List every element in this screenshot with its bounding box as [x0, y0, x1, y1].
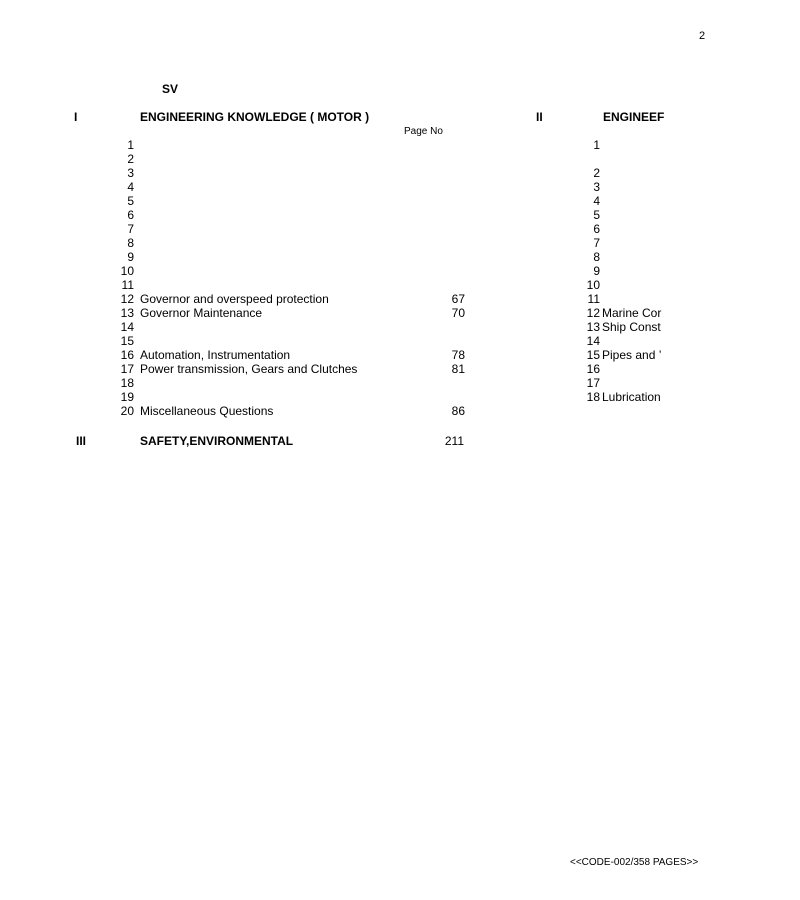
- toc-row: [110, 362, 470, 376]
- toc-row: [110, 306, 470, 320]
- toc-row-page: 67: [451, 292, 465, 306]
- toc-row: [110, 250, 470, 264]
- toc-row-page: 81: [451, 362, 465, 376]
- toc-row-page: 70: [451, 306, 465, 320]
- toc-row: [110, 278, 470, 292]
- toc-row: [110, 152, 470, 166]
- toc-row: [110, 264, 470, 278]
- toc-row-number: 13: [120, 306, 134, 320]
- toc-row-number: 9: [127, 250, 134, 264]
- toc-row-title: Automation, Instrumentation: [140, 348, 291, 362]
- toc-row-number: 6: [593, 222, 600, 236]
- toc-row-number: 14: [120, 320, 134, 334]
- toc-row: [580, 278, 666, 292]
- toc-row-number: 4: [127, 180, 134, 194]
- toc-row: [580, 180, 666, 194]
- toc-row-number: 15: [586, 348, 600, 362]
- toc-row-number: 16: [586, 362, 600, 376]
- page-number: 2: [699, 30, 706, 42]
- toc-row: [580, 138, 666, 152]
- toc-row: [110, 390, 470, 404]
- toc-row-number: 12: [120, 292, 134, 306]
- toc-row: [110, 404, 470, 418]
- toc-row-number: 11: [587, 292, 600, 306]
- toc-row-number: 3: [127, 166, 134, 180]
- toc-row: [580, 264, 666, 278]
- section-1-title: ENGINEERING KNOWLEDGE ( MOTOR ): [140, 110, 370, 124]
- toc-row-number: 17: [586, 376, 600, 390]
- toc-row: [580, 320, 666, 334]
- toc-row: [580, 222, 666, 236]
- toc-row-number: 7: [593, 236, 600, 250]
- toc-row: [580, 208, 666, 222]
- toc-row-number: 17: [120, 362, 134, 376]
- toc-row-number: 18: [586, 390, 600, 404]
- toc-row: [110, 166, 470, 180]
- toc-row-number: 2: [593, 166, 600, 180]
- toc-row-number: 8: [127, 236, 134, 250]
- toc-row-number: 14: [586, 334, 600, 348]
- toc-row: [580, 306, 666, 320]
- section-3-numeral: III: [76, 434, 87, 448]
- toc-row-title: Ship Const: [602, 320, 661, 334]
- toc-row-title: Miscellaneous Questions: [140, 404, 274, 418]
- toc-row: [580, 390, 666, 404]
- toc-row: [580, 348, 666, 362]
- toc-row: [110, 180, 470, 194]
- toc-row-title: Governor Maintenance: [140, 306, 263, 320]
- header-code: SV: [162, 82, 179, 96]
- toc-row-number: 19: [120, 390, 134, 404]
- toc-row: [110, 194, 470, 208]
- toc-row: [580, 194, 666, 208]
- toc-row-number: 9: [593, 264, 600, 278]
- toc-row: [110, 208, 470, 222]
- toc-row: [110, 334, 470, 348]
- toc-row: [580, 334, 666, 348]
- toc-row: [110, 348, 470, 362]
- toc-row: [580, 250, 666, 264]
- toc-row-number: 2: [127, 152, 134, 166]
- toc-row-number: 10: [586, 278, 600, 292]
- section-2-numeral: II: [536, 110, 543, 124]
- section-2-list: [580, 138, 666, 458]
- toc-row: [110, 222, 470, 236]
- toc-row-number: 11: [121, 278, 134, 292]
- toc-row-number: 5: [593, 208, 600, 222]
- toc-row-title: Governor and overspeed protection: [140, 292, 329, 306]
- toc-row: [580, 292, 666, 306]
- toc-row-number: 10: [120, 264, 134, 278]
- toc-row-number: 8: [593, 250, 600, 264]
- toc-row-number: 5: [127, 194, 134, 208]
- toc-row: [580, 376, 666, 390]
- section-3-title: SAFETY,ENVIRONMENTAL: [140, 434, 294, 448]
- section-1-numeral: I: [74, 110, 78, 124]
- toc-row-title: Lubrication: [602, 390, 661, 404]
- toc-row-number: 20: [120, 404, 134, 418]
- toc-row-number: 15: [120, 334, 134, 348]
- toc-row-number: 16: [120, 348, 134, 362]
- toc-row-number: 7: [127, 222, 134, 236]
- toc-row-page: 86: [451, 404, 465, 418]
- toc-row-number: 13: [586, 320, 600, 334]
- toc-row-number: 1: [127, 138, 134, 152]
- toc-row-number: 12: [586, 306, 600, 320]
- toc-row: [110, 320, 470, 334]
- toc-row: [580, 236, 666, 250]
- section-2-title: ENGINEEF: [603, 110, 665, 124]
- toc-row: [580, 166, 666, 180]
- toc-row-number: 1: [593, 138, 600, 152]
- toc-row: [110, 292, 470, 306]
- section-3-page: 211: [444, 434, 464, 448]
- toc-row-number: 18: [120, 376, 134, 390]
- toc-row-number: 3: [593, 180, 600, 194]
- toc-row-title: Marine Cor: [602, 306, 662, 320]
- page-no-label: Page No: [404, 126, 443, 137]
- footer-code: <<CODE-002/358 PAGES>>: [570, 857, 699, 868]
- toc-row: [580, 362, 666, 376]
- toc-row-title: Power transmission, Gears and Clutches: [140, 362, 358, 376]
- toc-row-number: 4: [593, 194, 600, 208]
- toc-row: [110, 138, 470, 152]
- toc-row-number: 6: [127, 208, 134, 222]
- toc-row-title: Pipes and ’: [602, 348, 662, 362]
- toc-row-page: 78: [451, 348, 465, 362]
- toc-row: [110, 376, 470, 390]
- toc-row: [110, 236, 470, 250]
